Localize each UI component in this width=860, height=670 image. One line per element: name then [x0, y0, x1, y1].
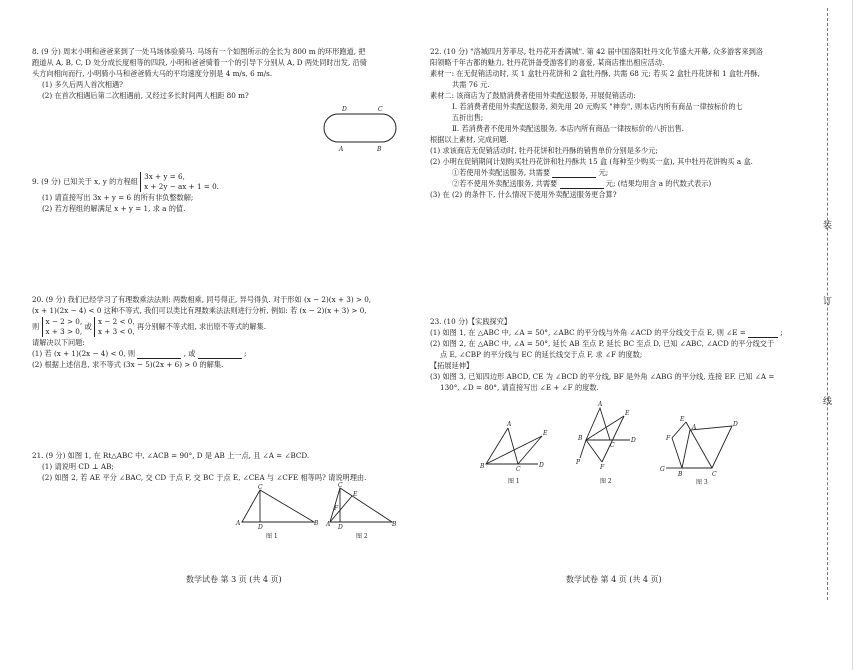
q21-fig2-triangle — [330, 488, 392, 522]
q22-text-line2: 阳领略千年古都的魅力, 牡丹花饼备受游客们的喜爱, 某商店推出相应活动. — [430, 58, 665, 67]
q22-text-line1: 22. (10 分) "洛城四月芳菲尽, 牡丹花开香满城". 第 42 届中国洛阳牡丹文化节盛大开幕, 众多游客来到洛 — [430, 47, 764, 56]
q8-text-line3: 头方向相向而行, 小明骑小马和爸爸骑大马的平均速度分别是 4 m/s, 6 m/s. — [32, 69, 273, 78]
q23-fig3-quadrilateral — [682, 426, 732, 468]
q21-fig1-label-a: A — [236, 520, 241, 527]
q21-figure-1 — [236, 486, 320, 542]
q20-tail: 再分别解不等式组, 求出原不等式的解集. — [136, 322, 266, 331]
q22-opt2-unit: 元; (结果均用含 a 的代数式表示) — [605, 179, 712, 188]
q22-material2-ii: Ⅱ. 若消费者不使用外卖配送服务, 本店内所有商品一律按标价的八折出售. — [452, 124, 684, 133]
q9-lead: 9. (9 分) 已知关于 x, y 的方程组 — [32, 177, 138, 186]
q23-part1-end: ; — [780, 328, 783, 337]
q21-fig2-label-b: B — [392, 521, 397, 528]
q22-opt1-unit: 元; — [598, 168, 609, 177]
track-label-d: D — [342, 106, 347, 113]
q22-opt1-text: ①若使用外卖配送服务, 共需要 — [452, 168, 551, 177]
q23-part2-cont: 点 E, ∠CBP 的平分线与 EC 的延长线交于点 F, 求 ∠F 的度数; — [440, 350, 643, 359]
q9-sub2: (2) 若方程组的解满足 x + y = 1, 求 a 的值. — [42, 204, 186, 213]
q23-fig2-caption: 图 2 — [600, 478, 612, 485]
q20-sub1-end: ; — [244, 349, 247, 358]
q23-fig2-triangle — [586, 408, 610, 440]
q20-ask: 请解决以下问题: — [32, 338, 85, 347]
q21-figure-2 — [326, 484, 398, 542]
q22-task: 根据以上素材, 完成问题. — [430, 135, 509, 144]
q20-sysb-1: x − 2 < 0, — [97, 317, 135, 326]
q8-text-line1: 8. (9 分) 周末小明和爸爸来到了一处马场体验骑马. 马场有一个如图所示的全长为 800 m 的环形跑道, 把 — [32, 47, 366, 56]
q23-fig3-bf — [672, 438, 682, 468]
q22-sub1: (1) 求该商店无促销活动时, 牡丹花饼和牡丹酥的销售单价分别是多少元; — [430, 146, 658, 155]
q22-material1-cont: 共需 76 元. — [452, 80, 490, 89]
q23-fig2-label-d: D — [631, 437, 636, 444]
q23-fig3-ef — [672, 422, 686, 438]
q23-fig1-triangle — [486, 428, 518, 464]
page-edge — [852, 0, 853, 670]
question-9 — [32, 172, 219, 214]
q22-opt2-text: ②若不使用外卖配送服务, 共需要 — [452, 179, 558, 188]
q23-fig1-label-b: B — [480, 463, 485, 470]
q23-part2: (2) 如图 2, 在 △ABC 中, ∠A = 50°, 延长 AB 至点 P, 延长 BC 至点 D, 已知 ∠ABC, ∠ACD 的平分线交于 — [430, 339, 775, 348]
q21-fig2-label-f: F — [334, 505, 339, 512]
q20-system-a — [42, 317, 83, 337]
q23-fig2-bf — [586, 440, 602, 462]
q23-part3: (3) 如图 3, 已知四边形 ABCD, CE 为 ∠BCD 的平分线, BF 是外角 ∠ABG 的平分线, 连接 EF. 已知 ∠A = — [430, 372, 775, 381]
q21-fig2-label-a: A — [326, 521, 331, 528]
q20-then: 则 — [32, 322, 40, 331]
q23-answer-blank[interactable] — [748, 329, 778, 338]
track-label-b: B — [377, 146, 382, 153]
q23-fig2-label-f: F — [600, 464, 605, 471]
q21-sub1: (1) 请说明 CD ⊥ AB; — [42, 462, 114, 471]
q23-fig2-label-a: A — [598, 401, 603, 408]
q23-fig1-label-c: C — [516, 466, 521, 473]
q22-material2-i-cont: 五折出售; — [452, 113, 484, 122]
q23-fig3-label-c: C — [712, 471, 717, 478]
q8-text-line2: 跑道从 A, B, C, D 处分成长度相等的四段, 小明和爸爸骑着一个的引导下分别从 A, D 两处同时出发, 沿骑 — [32, 58, 367, 67]
q20-sub2: (2) 根据上述信息, 求不等式 (3x − 5)(2x + 6) > 0 的解集. — [32, 360, 224, 369]
q23-fig1-ce — [518, 436, 542, 464]
q21-fig1-label-c: C — [258, 484, 263, 491]
q22-material2-i: Ⅰ. 若消费者使用外卖配送服务, 须先用 20 元购买 "神券", 则本店内所有商品一律按标价的七 — [452, 102, 743, 111]
q23-figure-2 — [572, 400, 644, 486]
q20-answer-blank-1[interactable] — [137, 350, 181, 359]
q23-fig2-label-b: B — [578, 435, 583, 442]
q23-fig3-label-f: F — [666, 435, 671, 442]
q22-answer-blank-2[interactable] — [560, 180, 604, 189]
q20-or: 或 — [84, 322, 92, 331]
q9-eq2: x + 2y − ax + 1 = 0. — [144, 182, 219, 191]
page4-footer: 数学试卷 第 4 页 (共 4 页) — [566, 575, 662, 584]
q21-fig1-label-b: B — [314, 520, 319, 527]
q22-material2: 素材二: 该商店为了鼓励消费者使用外卖配送服务, 开展促销活动: — [430, 91, 636, 100]
q21-text-line1: 21. (9 分) 如图 1, 在 Rt△ABC 中, ∠ACB = 90°, D 是 AB 上一点, 且 ∠A = ∠BCD. — [32, 451, 310, 460]
q21-sub2: (2) 如图 2, 若 AE 平分 ∠BAC, 交 CD 于点 F, 交 BC 于点 E, ∠CEA 与 ∠CFE 相等吗? 请说明理由. — [42, 473, 367, 482]
q23-title: 23. (10 分)【实践探究】 — [430, 317, 512, 326]
q23-fig2-label-c: C — [610, 442, 615, 449]
track-shape — [324, 114, 396, 142]
q22-material1: 素材一: 在无促销活动时, 买 1 盒牡丹花饼和 2 盒牡丹酥, 共需 68 元; 若买 2 盒牡丹花饼和 1 盒牡丹酥, — [430, 69, 760, 78]
q20-sub1-or: , 或 — [183, 349, 196, 358]
q23-fig2-bp — [580, 440, 586, 458]
question-22 — [430, 46, 763, 200]
q9-equation-system — [140, 172, 219, 192]
question-21 — [32, 450, 366, 483]
q23-part1: (1) 如图 1, 在 △ABC 中, ∠A = 50°, ∠ABC 的平分线与外角 ∠ACD 的平分线交于点 E, 则 ∠E = — [430, 328, 746, 337]
binding-char-2: 订 — [821, 296, 831, 305]
question-23 — [430, 316, 783, 393]
q23-fig3-label-d: D — [733, 421, 738, 428]
q23-extension-heading: 【拓展延伸】 — [430, 361, 474, 370]
q23-fig2-label-p: P — [576, 459, 581, 466]
q23-fig3-caption: 图 3 — [696, 479, 708, 486]
q20-text-line1: 20. (9 分) 我们已经学习了有理数乘法法则: 两数相乘, 同号得正, 异号得负. 对于形如 (x − 2)(x + 3) > 0, — [32, 295, 372, 304]
q21-fig2-label-e: E — [353, 491, 358, 498]
q20-answer-blank-2[interactable] — [198, 350, 242, 359]
q22-answer-blank-1[interactable] — [552, 169, 596, 178]
q20-text-line2: (x + 1)(2x − 4) < 0 这种不等式, 我们可以类比有理数乘法法则进行分析, 例如: 若 (x − 2)(x + 3) > 0, — [32, 306, 367, 315]
question-20 — [32, 294, 371, 370]
q21-fig1-caption: 图 1 — [266, 533, 278, 540]
q20-sysa-2: x + 3 > 0, — [45, 327, 83, 336]
track-figure — [322, 104, 402, 152]
q23-fig3-label-a: A — [692, 424, 697, 431]
q23-fig1-label-a: A — [507, 421, 512, 428]
q21-fig2-caption: 图 2 — [356, 533, 368, 540]
q9-eq1: 3x + y = 6, — [144, 172, 185, 181]
q20-sysb-2: x + 3 < 0, — [97, 327, 135, 336]
q22-sub3: (3) 在 (2) 的条件下, 什么情况下使用外卖配送服务更合算? — [430, 190, 617, 199]
q20-system-b — [94, 317, 135, 337]
q23-fig3-label-b: B — [678, 471, 683, 478]
track-label-c: C — [378, 106, 383, 113]
q21-fig2-label-d: D — [338, 524, 343, 531]
q21-fig2-label-c: C — [338, 482, 343, 489]
q23-figure-1 — [480, 420, 552, 486]
q8-sub2: (2) 在首次相遇后第二次相遇前, 又经过多长时间两人相距 80 m? — [42, 91, 249, 100]
q8-sub1: (1) 多久后两人首次相遇? — [42, 80, 124, 89]
q23-fig2-label-e: E — [625, 410, 630, 417]
binding-char-1: 装 — [821, 220, 831, 229]
question-8 — [32, 46, 367, 101]
q23-fig1-label-d: D — [539, 462, 544, 469]
q20-sysa-1: x − 2 > 0, — [45, 317, 83, 326]
q23-part3-cont: 130°, ∠D = 80°, 请直接写出 ∠E + ∠F 的度数. — [440, 383, 599, 392]
q21-fig1-triangle — [242, 490, 314, 522]
q23-figure-3 — [660, 412, 746, 486]
q9-sub1: (1) 请直接写出 3x + y = 6 的所有非负整数解; — [42, 193, 194, 202]
q21-fig1-label-d: D — [258, 524, 263, 531]
track-label-a: A — [339, 146, 344, 153]
binding-char-3: 线 — [821, 396, 831, 405]
q22-sub2: (2) 小明在促销期间计划购买牡丹花饼和牡丹酥共 15 盒 (每种至少购买一盒), 其中牡丹花饼购买 a 盒. — [430, 157, 753, 166]
q23-fig1-label-e: E — [543, 430, 548, 437]
q23-fig3-label-e: E — [680, 416, 685, 423]
q23-fig1-caption: 图 1 — [508, 478, 520, 485]
q23-fig3-label-g: G — [660, 466, 665, 473]
page3-footer: 数学试卷 第 3 页 (共 4 页) — [186, 575, 282, 584]
q20-sub1-text: (1) 若 (x + 1)(2x − 4) < 0, 则 — [32, 349, 136, 358]
